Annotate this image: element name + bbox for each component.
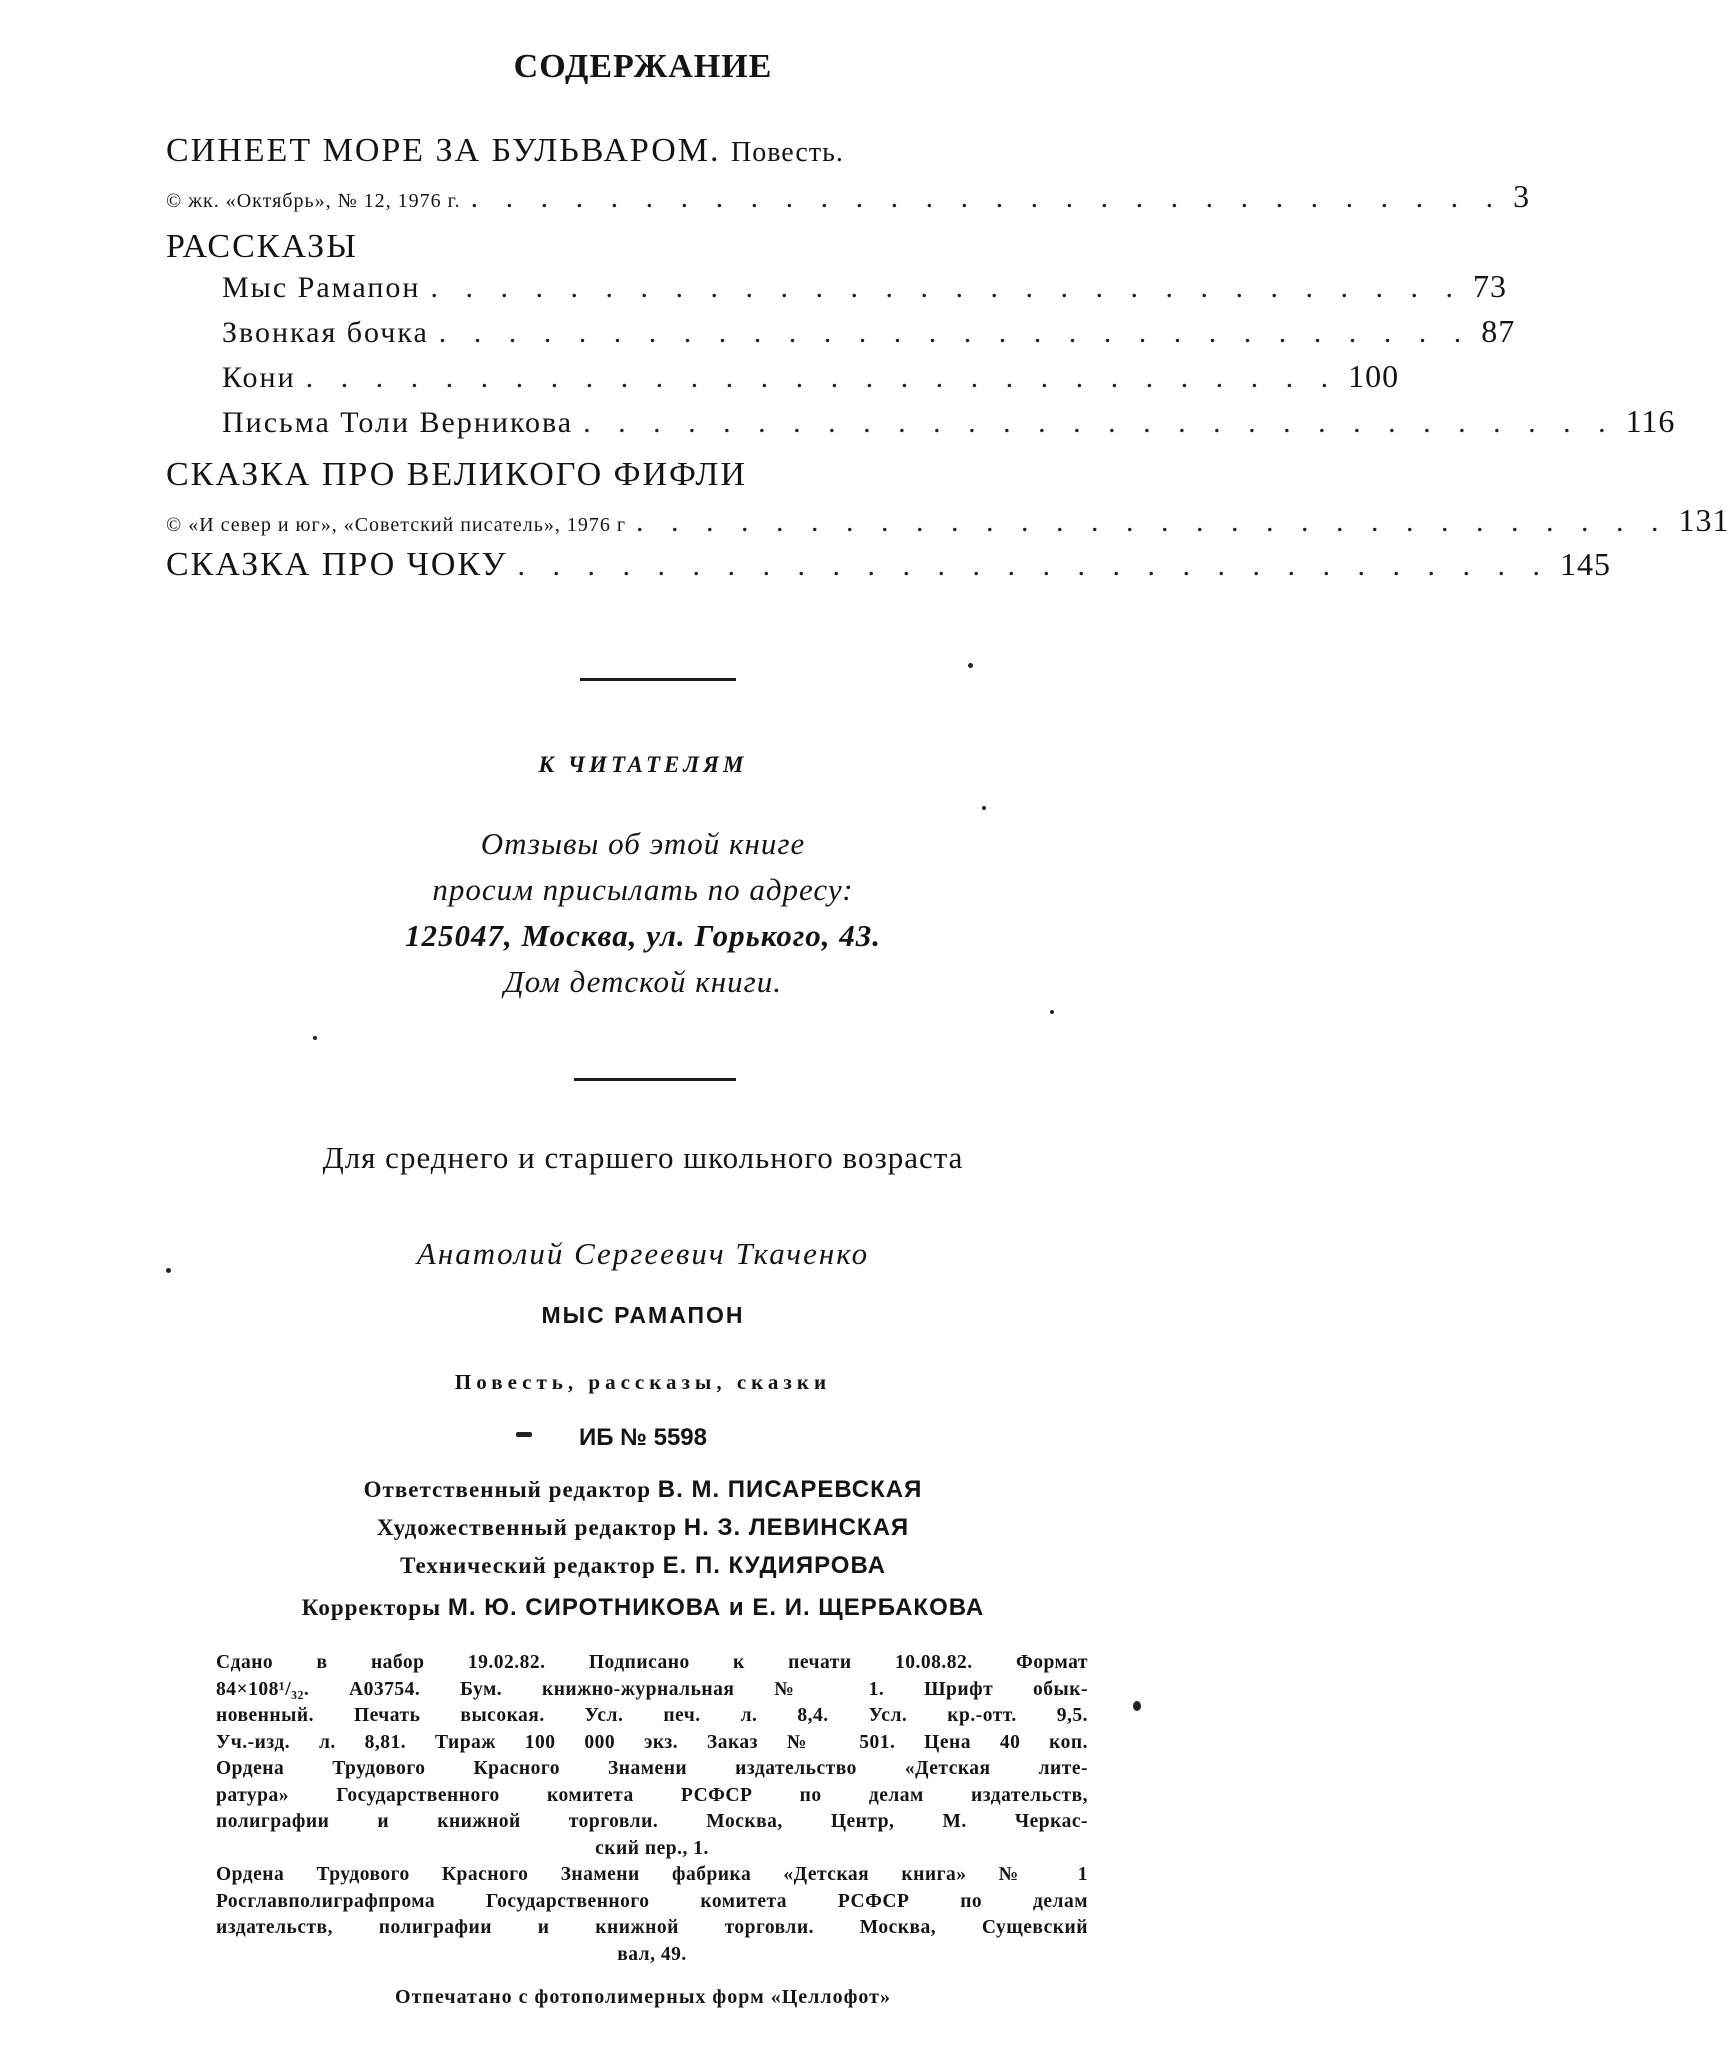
toc-page-number: 131 — [1678, 502, 1730, 538]
ib-number: ИБ № 5598 — [579, 1424, 707, 1451]
colophon-line: вал, 49. — [617, 1943, 687, 1965]
toc-story-source: © жк. «Октябрь», № 12, 1976 г. — [166, 190, 461, 212]
toc-page-number: 116 — [1625, 403, 1676, 439]
book-title: МЫС РАМАПОН — [541, 1302, 745, 1328]
colophon-line: Ордена Трудового Красного Знамени фабрика «Детская книга» № 1 — [216, 1864, 1088, 1885]
print-speck — [313, 1036, 317, 1040]
author-name: Анатолий Сергеевич Ткаченко — [416, 1236, 870, 1271]
editor-credit — [0, 1514, 1286, 1542]
print-speck — [166, 1268, 171, 1273]
editor-role: Художественный редактор — [376, 1515, 678, 1540]
print-speck — [1133, 1701, 1141, 1711]
readers-title: К ЧИТАТЕЛЯМ — [538, 752, 748, 777]
colophon-line: ратура» Государственного комитета РСФСР по делам издательств, — [216, 1784, 1088, 1806]
print-speck — [968, 663, 973, 668]
toc-leader-dots: . . . . . . . . . . . . . . . . . . . . . . . . . . . . . . — [305, 361, 1339, 394]
printed-note: Отпечатано с фотополимерных форм «Целлофот» — [395, 1986, 891, 2008]
toc-entry-story-4[interactable] — [222, 403, 1676, 440]
editor-role: Ответственный редактор — [363, 1477, 652, 1502]
readers-line: просим присылать по адресу: — [432, 872, 854, 907]
readers-line: Отзывы об этой книге — [480, 826, 806, 861]
toc-entry-story[interactable] — [166, 178, 1531, 215]
toc-page-number: 3 — [1513, 178, 1531, 214]
colophon-line: Росглавполиграфпрома Государственного комитета РСФСР по делам — [216, 1890, 1088, 1912]
toc-tale1-title: СКАЗКА ПРО ВЕЛИКОГО ФИФЛИ — [166, 456, 747, 493]
print-speck — [516, 1432, 532, 1437]
colophon-line: Сдано в набор 19.02.82. Подписано к печати 10.08.82. Формат — [216, 1652, 1088, 1673]
toc-title: СОДЕРЖАНИЕ — [513, 48, 773, 85]
editor-name: М. Ю. СИРОТНИКОВА и Е. И. ЩЕРБАКОВА — [447, 1594, 985, 1621]
section-divider — [580, 678, 736, 681]
colophon-line: Уч.-изд. л. 8,81. Тираж 100 000 экз. Заказ № 501. Цена 40 коп. — [216, 1731, 1088, 1753]
toc-entry-title: Звонкая бочка — [222, 316, 429, 349]
readers-line: Дом детской книги. — [504, 964, 782, 999]
editor-name: В. М. ПИСАРЕВСКАЯ — [657, 1476, 923, 1503]
toc-tale2-title: СКАЗКА ПРО ЧОКУ — [166, 546, 508, 583]
print-speck — [1050, 1010, 1054, 1014]
editor-credit — [0, 1476, 1286, 1504]
colophon-line: полиграфии и книжной торговли. Москва, Центр, М. Черкас- — [216, 1811, 1088, 1832]
toc-entry-story-2[interactable] — [222, 313, 1516, 350]
editor-role: Технический редактор — [400, 1553, 656, 1578]
colophon — [216, 1650, 1088, 1968]
section-divider — [574, 1078, 736, 1081]
toc-page-number: 145 — [1559, 546, 1611, 582]
toc-page-number: 87 — [1481, 313, 1516, 349]
toc-entry-story-3[interactable] — [222, 358, 1400, 395]
toc-leader-dots: . . . . . . . . . . . . . . . . . . . . . . . . . . . . . . — [583, 406, 1616, 439]
book-genre: Повесть, рассказы, сказки — [454, 1370, 832, 1394]
toc-entry-title: Письма Толи Верникова — [222, 406, 574, 439]
colophon-line: Ордена Трудового Красного Знамени издательство «Детская лите- — [216, 1758, 1088, 1779]
editor-credit — [0, 1594, 1286, 1622]
toc-stories-heading: РАССКАЗЫ — [166, 228, 358, 265]
audience-note: Для среднего и старшего школьного возраста — [322, 1140, 964, 1175]
toc-page-number: 73 — [1472, 268, 1507, 304]
toc-tale1-source: © «И север и юг», «Советский писатель», 1976 г — [166, 514, 627, 536]
toc-leader-dots: . . . . . . . . . . . . . . . . . . . . . . . . . . . . . . — [438, 316, 1472, 349]
colophon-line: издательств, полиграфии и книжной торговли. Москва, Сущевский — [216, 1917, 1088, 1938]
colophon-line: новенный. Печать высокая. Усл. печ. л. 8,4. Усл. кр.-отт. 9,5. — [216, 1705, 1088, 1726]
toc-leader-dots: . . . . . . . . . . . . . . . . . . . . . . . . . . . . . . — [470, 181, 1504, 214]
toc-entry-story-1[interactable] — [222, 268, 1507, 305]
toc-story-heading — [166, 132, 844, 170]
editor-name: Н. З. ЛЕВИНСКАЯ — [683, 1514, 910, 1541]
toc-story-title: СИНЕЕТ МОРЕ ЗА БУЛЬВАРОМ. — [166, 132, 721, 169]
toc-leader-dots: . . . . . . . . . . . . . . . . . . . . . . . . . . . . . . — [430, 271, 1463, 304]
toc-leader-dots: . . . . . . . . . . . . . . . . . . . . . . . . . . . . . . — [517, 549, 1550, 582]
toc-entry-tale1[interactable] — [166, 502, 1730, 539]
colophon-line: ский пер., 1. — [595, 1837, 709, 1859]
toc-entry-title: Мыс Рамапон — [222, 271, 421, 304]
toc-entry-tale2[interactable] — [166, 546, 1611, 584]
print-speck — [982, 806, 986, 810]
readers-address: 125047, Москва, ул. Горького, 43. — [404, 918, 882, 953]
toc-leader-dots: . . . . . . . . . . . . . . . . . . . . . . . . . . . . . . — [636, 505, 1669, 538]
toc-entry-title: Кони — [222, 361, 296, 394]
colophon-line: 84×108¹/₃₂. А03754. Бум. книжно-журнальная № 1. Шрифт обык- — [216, 1678, 1088, 1700]
editor-name: Е. П. КУДИЯРОВА — [662, 1552, 886, 1579]
editor-credit — [0, 1552, 1286, 1580]
toc-story-genre: Повесть. — [731, 137, 844, 168]
toc-page-number: 100 — [1348, 358, 1400, 394]
editor-role: Корректоры — [301, 1595, 442, 1620]
